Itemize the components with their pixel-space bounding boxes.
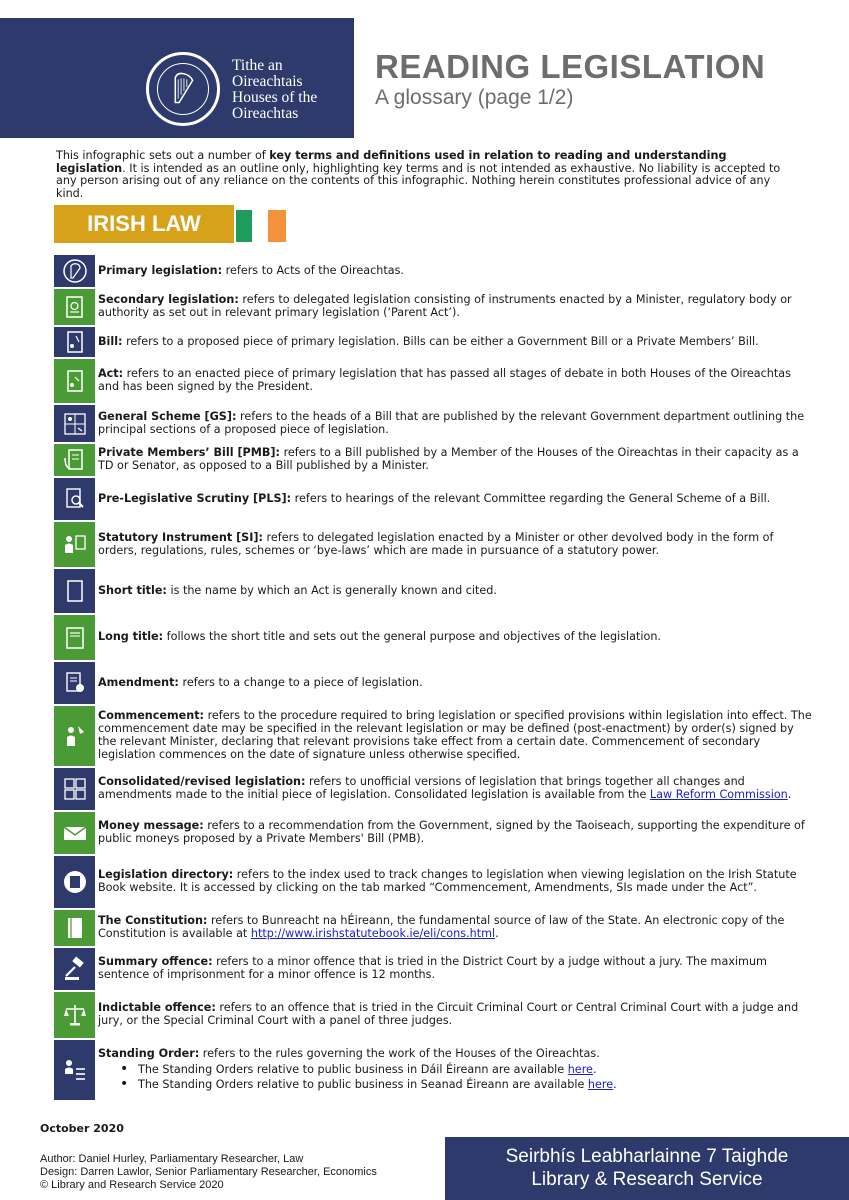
directory-book-icon [54, 856, 95, 908]
minister-document-icon [54, 522, 95, 567]
glossary-row [54, 478, 814, 520]
term-label: Consolidated/revised legislation: [98, 775, 306, 789]
term-label: Commencement: [98, 709, 205, 723]
term-label: Long title: [98, 630, 164, 644]
glossary-row [54, 706, 814, 766]
term-definition: refers to a recommendation from the Government, signed by the Taoiseach, supporting the expenditure of public moneys proposed by a Private Members' Bill (PMB). [98, 819, 805, 845]
standing-order-list-icon [54, 1040, 95, 1100]
glossary-row [54, 444, 814, 476]
term-label: Legislation directory: [98, 868, 234, 882]
glossary-row [54, 405, 814, 442]
term-label: Bill: [98, 334, 123, 348]
long-title-icon [54, 615, 95, 660]
term-label: The Constitution: [98, 914, 208, 928]
glossary-row [54, 856, 814, 908]
term-label: Amendment: [98, 675, 179, 689]
term-definition: follows the short title and sets out the general purpose and objectives of the legislation. [163, 630, 661, 644]
term-definition: refers to the rules governing the work of the Houses of the Oireachtas. [199, 1046, 600, 1060]
irish-flag-green [236, 210, 252, 242]
term-definition: refers to a proposed piece of primary legislation. Bills can be either a Government Bill or a Private Members’ Bill. [122, 334, 759, 348]
scheme-plan-icon [54, 405, 95, 442]
glossary-row [54, 359, 814, 403]
term-definition: refers to delegated legislation consisting of instruments enacted by a Minister, regulatory body or authority as set out in relevant primary legislation (‘Parent Act’). [98, 293, 792, 319]
term-definition: refers to a minor offence that is tried in the District Court by a judge without a jury. The maximum sentence of imprisonment for a minor offence is 12 months. [98, 955, 767, 981]
page-title: READING LEGISLATION [375, 48, 766, 85]
library-research-service-banner: Seirbhís Leabharlainne 7 Taighde Library & Research Service [445, 1137, 849, 1200]
term-definition: refers to the heads of a Bill that are published by the relevant Government department outlining the principal sections of a proposed piece of legislation. [98, 409, 805, 436]
constitution-link[interactable]: http://www.irishstatutebook.ie/eli/cons.html [250, 927, 496, 940]
term-label: Statutory Instrument [SI]: [98, 530, 263, 544]
glossary-row [54, 992, 814, 1038]
glossary-row: Consolidated/revised legislation: refers to unofficial versions of legislation that brings together all changes and amendments made to the initial piece of legislation. Consolidated legislation is available from the Law Reform Commission. [54, 768, 814, 810]
term-definition: refers to an enacted piece of primary legislation that has passed all stages of debate in both Houses of the Oireachtas and has been signed by the President. [98, 367, 791, 393]
term-definition: refers to an offence that is tried in the Circuit Criminal Court or Central Criminal Court with a judge and jury, or the Special Criminal Court with a panel of three judges. [98, 1001, 799, 1027]
document-seal-icon [54, 289, 95, 325]
glossary-row [54, 812, 814, 854]
act-document-icon [54, 359, 95, 403]
term-definition: refers to a change to a piece of legislation. [178, 675, 423, 689]
glossary-row [54, 1040, 814, 1100]
term-label: Standing Order: [98, 1046, 200, 1060]
term-label: Pre-Legislative Scrutiny [PLS]: [98, 491, 292, 505]
term-definition: refers to the procedure required to bring legislation or specified provisions within legislation into effect. The commencement date may be specified in the relevant legislation or may be defined (post-enactment) by order(s) signed by the relevant Minister, declaring that relevant provisions take effect from a certain date. Commencement of secondary legislation commences on the date of signature unless otherwise specified. [98, 709, 812, 761]
glossary-row [54, 327, 814, 357]
term-label: General Scheme [GS]: [98, 409, 237, 423]
pmb-document-icon [54, 444, 95, 476]
term-label: Summary offence: [98, 955, 213, 969]
term-definition: refers to a Bill published by a Member of the Houses of the Oireachtas in their capacity as a TD or Senator, as opposed to a Bill published by a Minister. [98, 446, 799, 472]
page-subtitle: A glossary (page 1/2) [375, 86, 574, 109]
harp-seal-icon [54, 255, 95, 287]
seanad-standing-orders-link[interactable]: here [587, 1078, 614, 1092]
term-definition: is the name by which an Act is generally known and cited. [166, 583, 497, 597]
section-banner-irish-law: IRISH LAW [54, 205, 234, 243]
publication-date: October 2020 [40, 1122, 124, 1135]
credits: Author: Daniel Hurley, Parliamentary Researcher, Law Design: Darren Lawlor, Senior Parliamentary Researcher, Economics © Library and Research Service 2020 [40, 1153, 377, 1191]
money-envelope-icon [54, 812, 95, 854]
term-label: Act: [98, 367, 124, 381]
term-definition: refers to Bunreacht na hÉireann, the fundamental source of law of the State. An electronic copy of the Constitution is available at [98, 914, 785, 940]
law-reform-commission-link[interactable]: Law Reform Commission [649, 788, 788, 801]
irish-flag-orange [268, 210, 286, 242]
bill-document-icon [54, 327, 95, 357]
term-label: Indictable offence: [98, 1001, 216, 1015]
oireachtas-crest-logo [146, 52, 220, 126]
term-label: Money message: [98, 819, 204, 833]
list-item: • The Standing Orders relative to public business in Seanad Éireann are available here. [120, 1077, 814, 1092]
term-definition: refers to delegated legislation enacted by a Minister or other devolved body in the form of orders, regulations, rules, schemes or ‘bye-laws’ which are made in pursuance of a statutory power. [98, 530, 774, 557]
term-label: Short title: [98, 583, 167, 597]
term-definition: refers to Acts of the Oireachtas. [222, 263, 404, 277]
scrutiny-magnifier-icon [54, 478, 95, 520]
term-definition: refers to hearings of the relevant Committee regarding the General Scheme of a Bill. [291, 491, 771, 505]
commencement-person-icon [54, 706, 95, 766]
gavel-icon [54, 948, 95, 990]
glossary-row [54, 948, 814, 990]
organisation-name: Tithe an Oireachtais Houses of the Oireachtas [232, 57, 318, 122]
glossary-row [54, 522, 814, 567]
amendment-pencil-icon [54, 662, 95, 704]
constitution-book-icon [54, 910, 95, 946]
consolidated-puzzle-icon [54, 768, 95, 810]
intro-disclaimer: This infographic sets out a number of key terms and definitions used in relation to reading and understanding legislation. It is intended as an outline only, highlighting key terms and is not intended as exhaustive. No liability is accepted to any person arising out of any reliance on the contents of this infographic. Nothing herein constitutes professional advice of any kind. [56, 149, 781, 200]
glossary-row [54, 615, 814, 660]
term-label: Primary legislation: [98, 263, 223, 277]
glossary-row [54, 569, 814, 613]
glossary-row [54, 289, 814, 325]
glossary-row [54, 662, 814, 704]
term-label: Secondary legislation: [98, 293, 239, 307]
list-item: • The Standing Orders relative to public business in Dáil Éireann are available here. [120, 1062, 814, 1077]
short-title-icon [54, 569, 95, 613]
glossary-row [54, 255, 814, 287]
term-definition: refers to unofficial versions of legislation that brings together all changes and amendments made to the initial piece of legislation. Consolidated legislation is available from the [98, 775, 745, 801]
dail-standing-orders-link[interactable]: here [567, 1063, 593, 1077]
term-definition: refers to the index used to track changes to legislation when viewing legislation on the Irish Statute Book website. It is accessed by clicking on the tab marked “Commencement, Amendments, SIs made under the Act”. [98, 868, 797, 894]
irish-flag-white [252, 210, 268, 242]
justice-scales-icon [54, 992, 95, 1038]
oireachtas-logo-panel [0, 18, 354, 138]
term-label: Private Members’ Bill [PMB]: [98, 446, 281, 460]
glossary-row: The Constitution: refers to Bunreacht na hÉireann, the fundamental source of law of the State. An electronic copy of the Constitution is available at http://www.irishstatutebook.ie/eli/cons.html. [54, 910, 814, 946]
